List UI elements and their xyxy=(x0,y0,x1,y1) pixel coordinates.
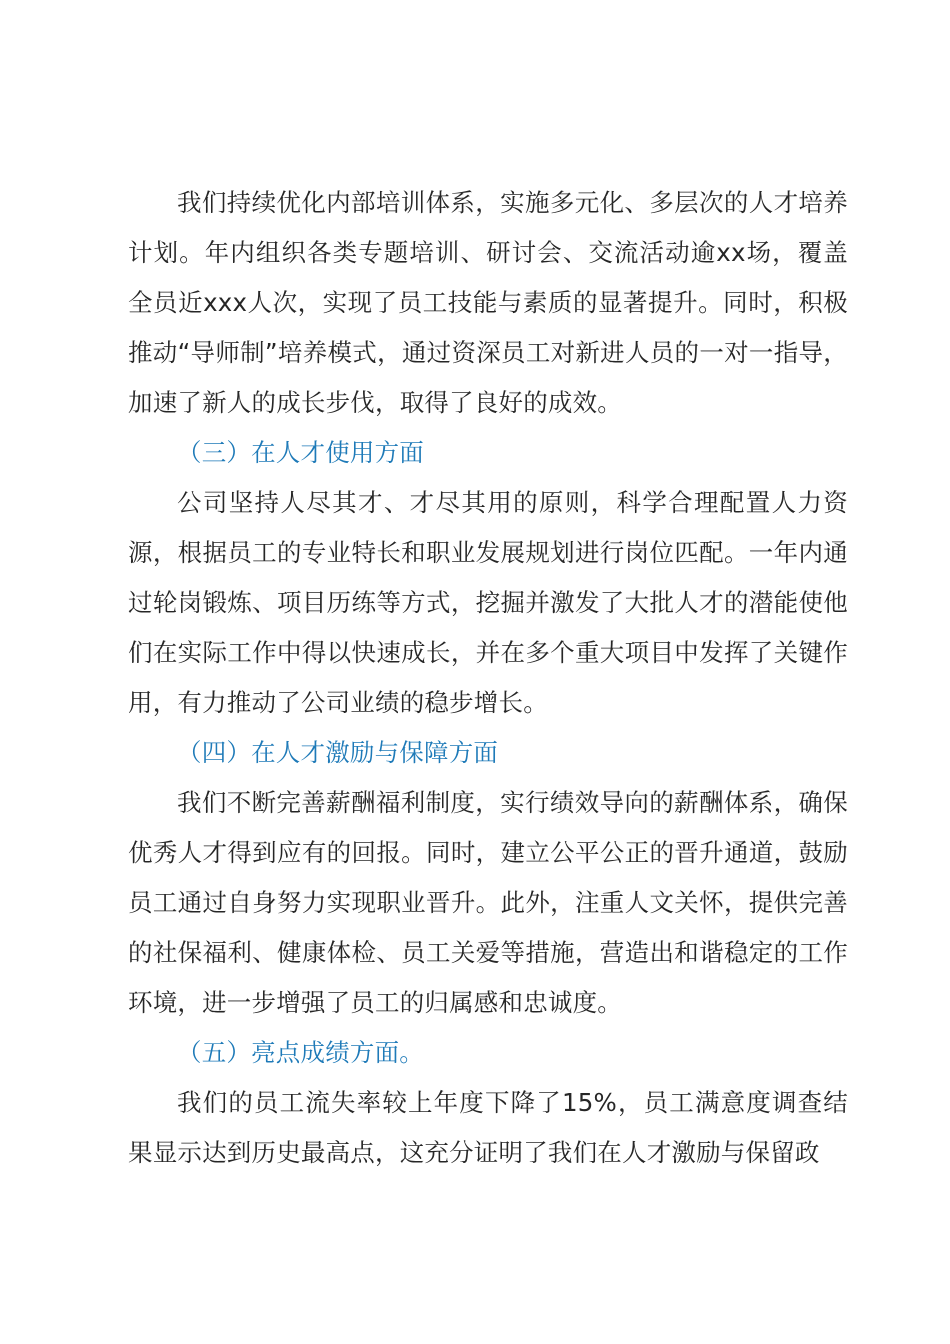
paragraph-talent-usage: 公司坚持人尽其才、才尽其用的原则，科学合理配置人力资源，根据员工的专业特长和职业发展规划进行岗位匹配。一年内通过轮岗锻炼、项目历练等方式，挖掘并激发了大批人才的潜能使他们在实际工作中得以快速成长，并在多个重大项目中发挥了关键作用，有力推动了公司业绩的稳步增长。 xyxy=(128,488,848,717)
heading-talent-usage: （三）在人才使用方面 xyxy=(177,438,424,467)
document-page xyxy=(128,178,848,1178)
heading-highlights: （五）亮点成绩方面。 xyxy=(177,1038,424,1067)
paragraph-training: 我们持续优化内部培训体系，实施多元化、多层次的人才培养计划。年内组织各类专题培训、研讨会、交流活动逾xx场，覆盖全员近xxx人次，实现了员工技能与素质的显著提升。同时，积极推动“导师制”培养模式，通过资深员工对新进人员的一对一指导，加速了新人的成长步伐，取得了良好的成效。 xyxy=(128,188,848,417)
paragraph-highlights: 我们的员工流失率较上年度下降了15%，员工满意度调查结果显示达到历史最高点，这充分证明了我们在人才激励与保留政 xyxy=(128,1088,848,1167)
heading-incentive-guarantee: （四）在人才激励与保障方面 xyxy=(177,738,499,767)
paragraph-incentive-guarantee: 我们不断完善薪酬福利制度，实行绩效导向的薪酬体系，确保优秀人才得到应有的回报。同时，建立公平公正的晋升通道，鼓励员工通过自身努力实现职业晋升。此外，注重人文关怀，提供完善的社保福利、健康体检、员工关爱等措施，营造出和谐稳定的工作环境，进一步增强了员工的归属感和忠诚度。 xyxy=(128,788,848,1017)
